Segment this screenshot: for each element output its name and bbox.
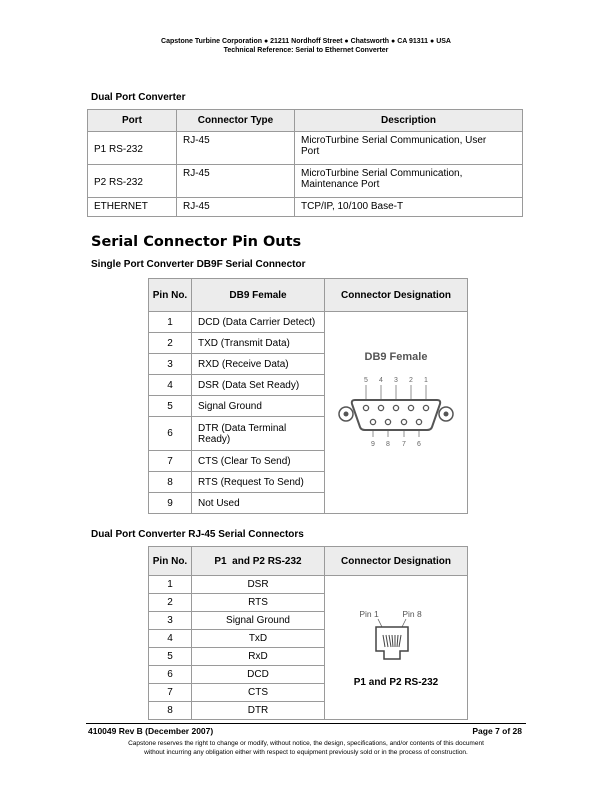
cell-pin: 9 <box>149 493 192 514</box>
cell-pin: 5 <box>149 396 192 417</box>
cell-connector-type: RJ-45 <box>177 165 295 198</box>
table-header-row <box>149 547 468 576</box>
db9-figure-title: DB9 Female <box>364 351 428 363</box>
cell-signal: DTR <box>192 702 325 720</box>
cell-pin: 4 <box>149 630 192 648</box>
cell-signal: RTS (Request To Send) <box>192 472 325 493</box>
rj45-figure-cell <box>325 576 468 720</box>
cell-port: P1 RS-232 <box>88 132 177 165</box>
cell-signal: Signal Ground <box>192 396 325 417</box>
db9-pin-number: 2 <box>409 377 413 384</box>
table-row <box>88 198 523 217</box>
cell-signal: CTS (Clear To Send) <box>192 451 325 472</box>
col-header-connector-designation: Connector Designation <box>325 547 468 576</box>
cell-signal: DSR <box>192 576 325 594</box>
col-header-port: Port <box>88 110 177 132</box>
pinouts-heading: Serial Connector Pin Outs <box>91 234 302 250</box>
footer-divider <box>86 723 526 724</box>
col-header-connector-designation: Connector Designation <box>325 279 468 312</box>
db9-figure-cell <box>325 312 468 514</box>
footer-doc-number: 410049 Rev B (December 2007) <box>88 726 214 736</box>
cell-pin: 8 <box>149 472 192 493</box>
db9-mount-left-hole <box>344 412 349 417</box>
cell-port: P2 RS-232 <box>88 165 177 198</box>
cell-port: ETHERNET <box>88 198 177 217</box>
cell-signal: DCD <box>192 666 325 684</box>
table-row <box>149 576 468 594</box>
db9-pin-number: 6 <box>417 441 421 448</box>
db9-pin-number: 9 <box>371 441 375 448</box>
rj45-section-label: Dual Port Converter RJ-45 Serial Connectors <box>91 529 304 540</box>
db9-shell <box>352 400 440 430</box>
table-row <box>149 312 468 333</box>
cell-signal: DSR (Data Set Ready) <box>192 375 325 396</box>
cell-signal: TXD (Transmit Data) <box>192 333 325 354</box>
cell-signal: RTS <box>192 594 325 612</box>
header-doc-title: Technical Reference: Serial to Ethernet Converter <box>223 47 389 54</box>
cell-signal: RXD (Receive Data) <box>192 354 325 375</box>
cell-description: MicroTurbine Serial Communication, Maintenance Port <box>295 165 523 198</box>
col-header-description: Description <box>295 110 523 132</box>
cell-pin: 3 <box>149 612 192 630</box>
col-header-p1-p2: P1 and P2 RS-232 <box>192 547 325 576</box>
db9-pin-number: 5 <box>364 377 368 384</box>
cell-pin: 1 <box>149 312 192 333</box>
db9-pin-number: 1 <box>424 377 428 384</box>
col-header-pin: Pin No. <box>149 547 192 576</box>
cell-pin: 8 <box>149 702 192 720</box>
db9-pin-number: 4 <box>379 377 383 384</box>
cell-signal: CTS <box>192 684 325 702</box>
cell-signal: TxD <box>192 630 325 648</box>
db9-connector-figure <box>328 346 464 476</box>
rj45-pin1-label: Pin 1 <box>359 609 379 619</box>
cell-pin: 6 <box>149 417 192 451</box>
cell-pin: 5 <box>149 648 192 666</box>
db9-section-label: Single Port Converter DB9F Serial Connector <box>91 259 306 270</box>
cell-pin: 2 <box>149 594 192 612</box>
cell-pin: 7 <box>149 451 192 472</box>
footer-page-number: Page 7 of 28 <box>472 726 522 736</box>
db9-pinout-table <box>148 278 468 514</box>
table-header-row <box>88 110 523 132</box>
cell-signal: DCD (Data Carrier Detect) <box>192 312 325 333</box>
cell-pin: 4 <box>149 375 192 396</box>
cell-pin: 3 <box>149 354 192 375</box>
table-header-row <box>149 279 468 312</box>
cell-pin: 6 <box>149 666 192 684</box>
db9-pin-number: 7 <box>402 441 406 448</box>
rj45-jack <box>376 627 408 659</box>
header-address: Capstone Turbine Corporation ● 21211 Nordhoff Street ● Chatsworth ● CA 91311 ● USA <box>161 38 451 45</box>
cell-connector-type: RJ-45 <box>177 198 295 217</box>
dual-port-table <box>87 109 523 217</box>
db9-mount-right-hole <box>444 412 449 417</box>
rj45-figure-caption: P1 and P2 RS-232 <box>353 677 439 688</box>
table-row <box>88 165 523 198</box>
cell-signal: DTR (Data Terminal Ready) <box>192 417 325 451</box>
cell-pin: 1 <box>149 576 192 594</box>
cell-pin: 7 <box>149 684 192 702</box>
cell-pin: 2 <box>149 333 192 354</box>
dual-port-label: Dual Port Converter <box>91 92 186 103</box>
footer-disclaimer-line2: without incurring any obligation either with respect to equipment previously sold or in the process of construction. <box>144 749 468 756</box>
rj45-pin8-label: Pin 8 <box>402 609 422 619</box>
footer-disclaimer-line1: Capstone reserves the right to change or modify, without notice, the design, specifications, and/or contents of this document <box>128 740 484 747</box>
col-header-connector-type: Connector Type <box>177 110 295 132</box>
rj45-connector-figure <box>336 607 456 671</box>
db9-pin-number: 8 <box>386 441 390 448</box>
cell-description: MicroTurbine Serial Communication, User Port <box>295 132 523 165</box>
cell-signal: RxD <box>192 648 325 666</box>
db9-pin-number: 3 <box>394 377 398 384</box>
col-header-pin: Pin No. <box>149 279 192 312</box>
col-header-db9-female: DB9 Female <box>192 279 325 312</box>
cell-connector-type: RJ-45 <box>177 132 295 165</box>
table-row <box>88 132 523 165</box>
rj45-pinout-table <box>148 546 468 720</box>
cell-signal: Not Used <box>192 493 325 514</box>
cell-description: TCP/IP, 10/100 Base-T <box>295 198 523 217</box>
cell-signal: Signal Ground <box>192 612 325 630</box>
